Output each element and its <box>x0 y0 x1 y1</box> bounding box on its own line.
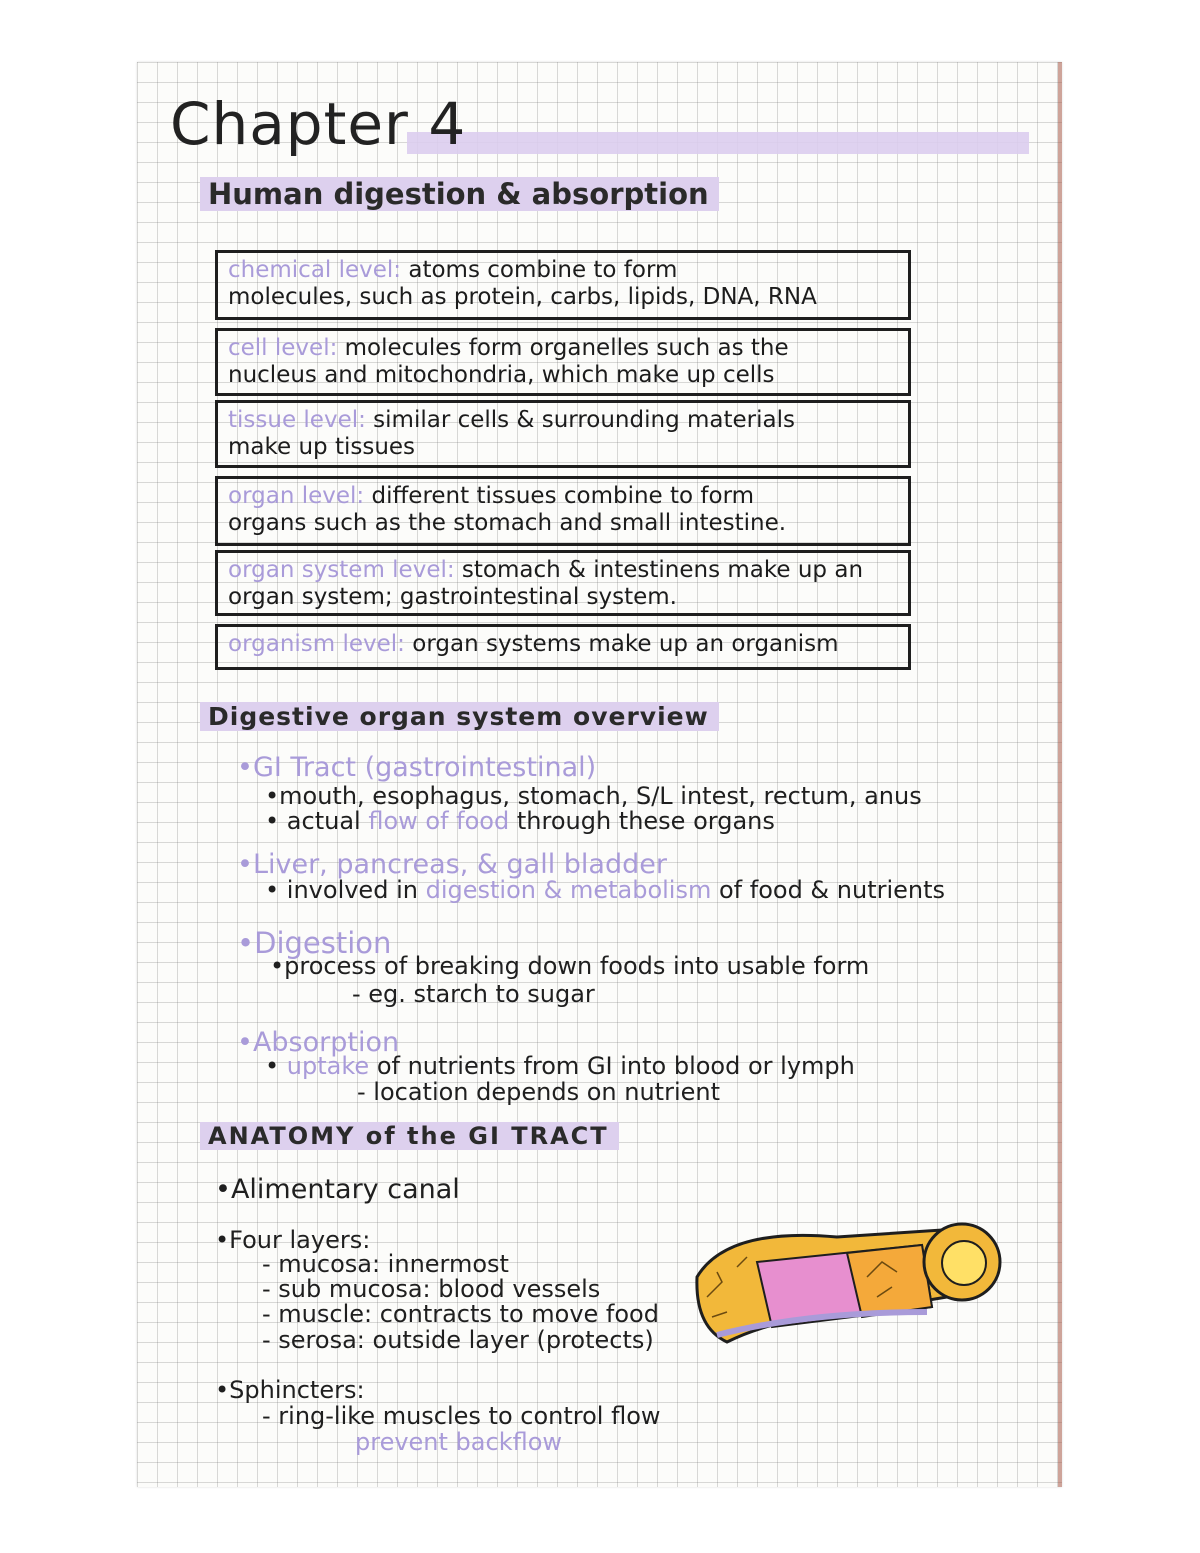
level-text: organs such as the stomach and small intestine. <box>228 510 787 536</box>
gi-bullet-flow: • actual flow of food through these organs <box>265 807 775 835</box>
layer-item: - sub mucosa: blood vessels <box>262 1275 601 1303</box>
level-text: make up tissues <box>228 434 416 460</box>
section-absorption: • Absorption <box>237 1027 399 1058</box>
heading-human-digestion: Human digestion & absorption <box>200 177 719 211</box>
section-gi-tract: • GI Tract (gastrointestinal) <box>237 752 596 783</box>
absorption-bullet: • uptake of nutrients from GI into blood or lymph <box>265 1052 855 1080</box>
sphincters-backflow: prevent backflow <box>355 1428 563 1456</box>
level-text: organ system; gastrointestinal system. <box>228 584 677 610</box>
heading-digestive-overview: Digestive organ system overview <box>200 702 719 731</box>
alimentary-canal: • Alimentary canal <box>215 1174 460 1205</box>
section-liver: • Liver, pancreas, & gall bladder <box>237 849 667 880</box>
level-label: tissue level: <box>228 407 366 433</box>
layer-item: - serosa: outside layer (protects) <box>262 1326 654 1354</box>
title-highlight <box>407 132 1029 154</box>
page-edge <box>1058 62 1062 1487</box>
level-box-tissue <box>215 400 911 468</box>
section-digestion: • Digestion <box>237 926 391 960</box>
level-text: stomach & intestinens make up an <box>461 557 864 583</box>
layer-item: - muscle: contracts to move food <box>262 1300 659 1328</box>
level-box-chemical <box>215 250 911 320</box>
level-label: organism level: <box>228 631 405 657</box>
digestion-bullet: • process of breaking down foods into usable form <box>270 952 869 980</box>
level-text: molecules form organelles such as the <box>344 335 789 361</box>
sphincters-item: - ring-like muscles to control flow <box>262 1402 661 1430</box>
level-text: organ systems make up an organism <box>412 631 839 657</box>
level-box-cell <box>215 328 911 396</box>
level-text: molecules, such as protein, carbs, lipids, DNA, RNA <box>228 284 817 310</box>
level-label: cell level: <box>228 335 338 361</box>
level-box-organ-system <box>215 550 911 616</box>
layer-item: - mucosa: innermost <box>262 1250 509 1278</box>
gi-bullet-organs: • mouth, esophagus, stomach, S/L intest, rectum, anus <box>265 782 922 810</box>
notebook-page <box>137 62 1062 1487</box>
level-text: nucleus and mitochondria, which make up cells <box>228 362 775 388</box>
gi-tract-illustration <box>687 1217 1007 1357</box>
heading-anatomy: ANATOMY of the GI TRACT <box>200 1122 619 1150</box>
level-label: chemical level: <box>228 257 402 283</box>
level-label: organ system level: <box>228 557 455 583</box>
level-box-organism <box>215 624 911 670</box>
four-layers-title: • Four layers: <box>215 1226 370 1254</box>
level-box-organ <box>215 476 911 546</box>
level-text: atoms combine to form <box>408 257 678 283</box>
absorption-location: - location depends on nutrient <box>357 1078 720 1106</box>
level-label: organ level: <box>228 483 365 509</box>
sphincters-title: • Sphincters: <box>215 1376 365 1404</box>
digestion-example: - eg. starch to sugar <box>352 980 595 1008</box>
page-title: Chapter 4 <box>170 90 467 158</box>
liver-bullet: • involved in digestion & metabolism of food & nutrients <box>265 876 945 904</box>
level-text: different tissues combine to form <box>371 483 755 509</box>
level-text: similar cells & surrounding materials <box>373 407 795 433</box>
